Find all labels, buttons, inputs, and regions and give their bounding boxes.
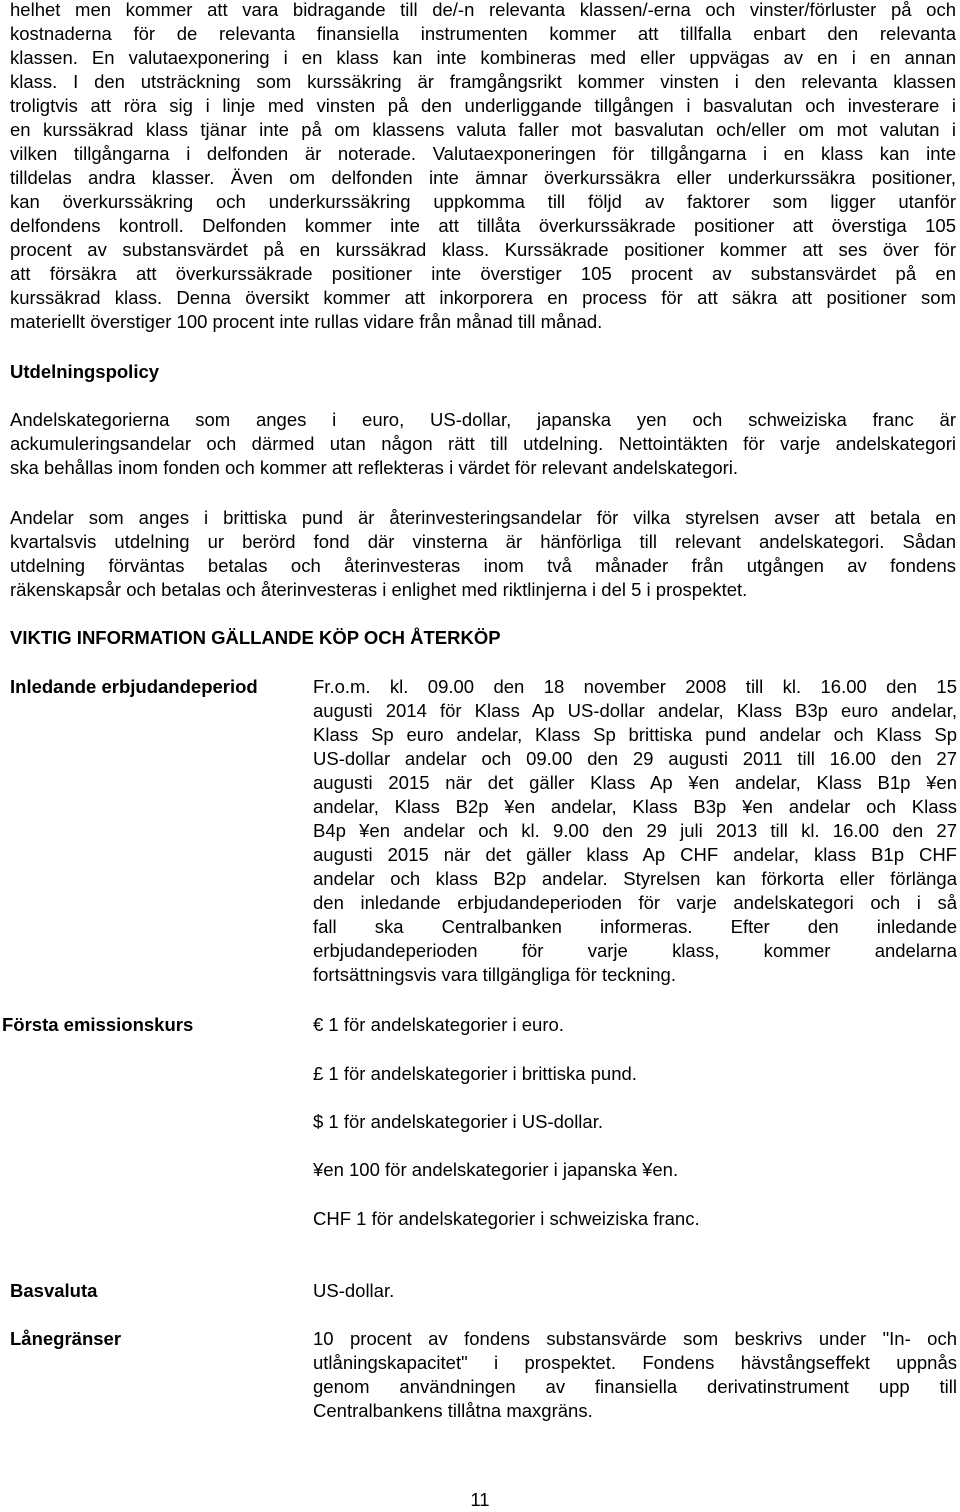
lanegranser-label: Lånegränser: [10, 1328, 122, 1349]
page-number: 11: [470, 1489, 490, 1510]
section-heading-utdelningspolicy: Utdelningspolicy: [10, 361, 160, 382]
paragraph-line: utdelning förväntas betalas och återinvesteras inom två månader från utgången av fondens: [10, 555, 956, 576]
erbjudandeperiod-line: fall ska Centralbanken informeras. Efter den inledande: [313, 916, 957, 937]
intro-line: vilken tillgångarna i delfonden är noterade. Valutaexponeringen för tillgångarna i en klass kan inte: [10, 143, 956, 164]
emissionskurs-yen: ¥en 100 för andelskategorier i japanska ¥en.: [313, 1159, 679, 1180]
intro-line: klass. I den utsträckning som kurssäkring är framgångsrikt kommer vinsten i den relevanta klassen: [10, 71, 956, 92]
erbjudandeperiod-line: US-dollar andelar och 09.00 den 29 augusti 2011 till 16.00 den 27: [313, 748, 957, 769]
erbjudandeperiod-line: andelar, Klass B2p ¥en andelar, Klass B3p ¥en andelar och Klass: [313, 796, 957, 817]
intro-line: helhet men kommer att vara bidragande till de/-n relevanta klassen/-erna och vinster/förluster på och: [10, 0, 956, 20]
lanegranser-line: utlåningskapacitet" i prospektet. Fondens hävstångseffekt uppnås: [313, 1352, 957, 1373]
emissionskurs-euro: € 1 för andelskategorier i euro.: [313, 1014, 564, 1035]
lanegranser-line: genom användningen av finansiella derivatinstrument upp till: [313, 1376, 957, 1397]
erbjudandeperiod-line: augusti 2015 när det gäller Klass Ap ¥en andelar, Klass B1p ¥en: [313, 772, 957, 793]
emissionskurs-chf: CHF 1 för andelskategorier i schweiziska franc.: [313, 1208, 700, 1229]
erbjudandeperiod-line: den inledande erbjudandeperioden för varje andelskategori och i så: [313, 892, 957, 913]
lanegranser-line: 10 procent av fondens substansvärde som beskrivs under "In- och: [313, 1328, 957, 1349]
basvaluta-label: Basvaluta: [10, 1280, 98, 1301]
intro-line: en kurssäkrad klass tjänar inte på om klassens valuta faller mot basvalutan och/eller om mot valutan i: [10, 119, 956, 140]
intro-line: materiellt överstiger 100 procent inte rullas vidare från månad till månad.: [10, 311, 603, 332]
intro-line: troligtvis att röra sig i linje med vinsten på den underliggande tillgången i basvalutan och investerare i: [10, 95, 956, 116]
erbjudandeperiod-line: augusti 2015 när det gäller klass Ap CHF andelar, klass B1p CHF: [313, 844, 957, 865]
erbjudandeperiod-line: fortsättningsvis vara tillgängliga för teckning.: [313, 964, 676, 985]
erbjudandeperiod-line: Fr.o.m. kl. 09.00 den 18 november 2008 till kl. 16.00 den 15: [313, 676, 957, 697]
intro-line: kan överkurssäkring och underkurssäkring uppkomma till följd av faktorer som ligger utanför: [10, 191, 956, 212]
erbjudandeperiod-line: andelar och klass B2p andelar. Styrelsen kan förkorta eller förlänga: [313, 868, 957, 889]
erbjudandeperiod-line: Klass Sp euro andelar, Klass Sp brittiska pund andelar och Klass Sp: [313, 724, 957, 745]
intro-line: kurssäkrad klass. Denna översikt kommer att inkorporera en process för att säkra att positioner som: [10, 287, 956, 308]
lanegranser-line: Centralbankens tillåtna maxgräns.: [313, 1400, 593, 1421]
paragraph-line: ackumuleringsandelar och därmed utan någon rätt till utdelning. Nettointäkten för varje andelskategori: [10, 433, 956, 454]
paragraph-line: räkenskapsår och betalas och återinvesteras i enlighet med riktlinjerna i del 5 i prospektet.: [10, 579, 748, 600]
intro-line: procent av substansvärdet på en kurssäkrad klass. Kurssäkrade positioner kommer att ses över för: [10, 239, 956, 260]
emissionskurs-pund: £ 1 för andelskategorier i brittiska pund.: [313, 1063, 637, 1084]
basvaluta-value: US-dollar.: [313, 1280, 395, 1301]
erbjudandeperiod-label: Inledande erbjudandeperiod: [10, 676, 258, 697]
emissionskurs-label: Första emissionskurs: [2, 1014, 194, 1035]
paragraph-line: ska behållas inom fonden och kommer att reflekteras i värdet för relevant andelskategori.: [10, 457, 739, 478]
intro-line: att försäkra att överkurssäkrade positioner inte överstiger 105 procent av substansvärdet på en: [10, 263, 956, 284]
intro-line: tilldelas andra klasser. Även om delfonden inte ämnar överkurssäkra eller underkurssäkra positioner,: [10, 167, 956, 188]
emissionskurs-usd: $ 1 för andelskategorier i US-dollar.: [313, 1111, 603, 1132]
erbjudandeperiod-line: B4p ¥en andelar och kl. 9.00 den 29 juli 2013 till kl. 16.00 den 27: [313, 820, 957, 841]
erbjudandeperiod-line: augusti 2014 för Klass Ap US-dollar andelar, Klass B3p euro andelar,: [313, 700, 957, 721]
paragraph-line: Andelar som anges i brittiska pund är återinvesteringsandelar för vilka styrelsen avser att betala en: [10, 507, 956, 528]
paragraph-line: kvartalsvis utdelning ur berörd fond där vinsterna är hänförliga till relevant andelskategori. Sådan: [10, 531, 956, 552]
paragraph-line: Andelskategorierna som anges i euro, US-dollar, japanska yen och schweiziska franc är: [10, 409, 956, 430]
section-heading-viktig-information: VIKTIG INFORMATION GÄLLANDE KÖP OCH ÅTERKÖP: [10, 627, 501, 648]
intro-line: kostnaderna för de relevanta finansiella instrumenten kommer att tillfalla enbart den relevanta: [10, 23, 956, 44]
erbjudandeperiod-line: erbjudandeperioden för varje klass, kommer andelarna: [313, 940, 957, 961]
intro-line: klassen. En valutaexponering i en klass kan inte kombineras med eller uppvägas av en i en annan: [10, 47, 956, 68]
intro-line: delfondens kontroll. Delfonden kommer inte att tillåta överkurssäkrade positioner att överstiga 105: [10, 215, 956, 236]
